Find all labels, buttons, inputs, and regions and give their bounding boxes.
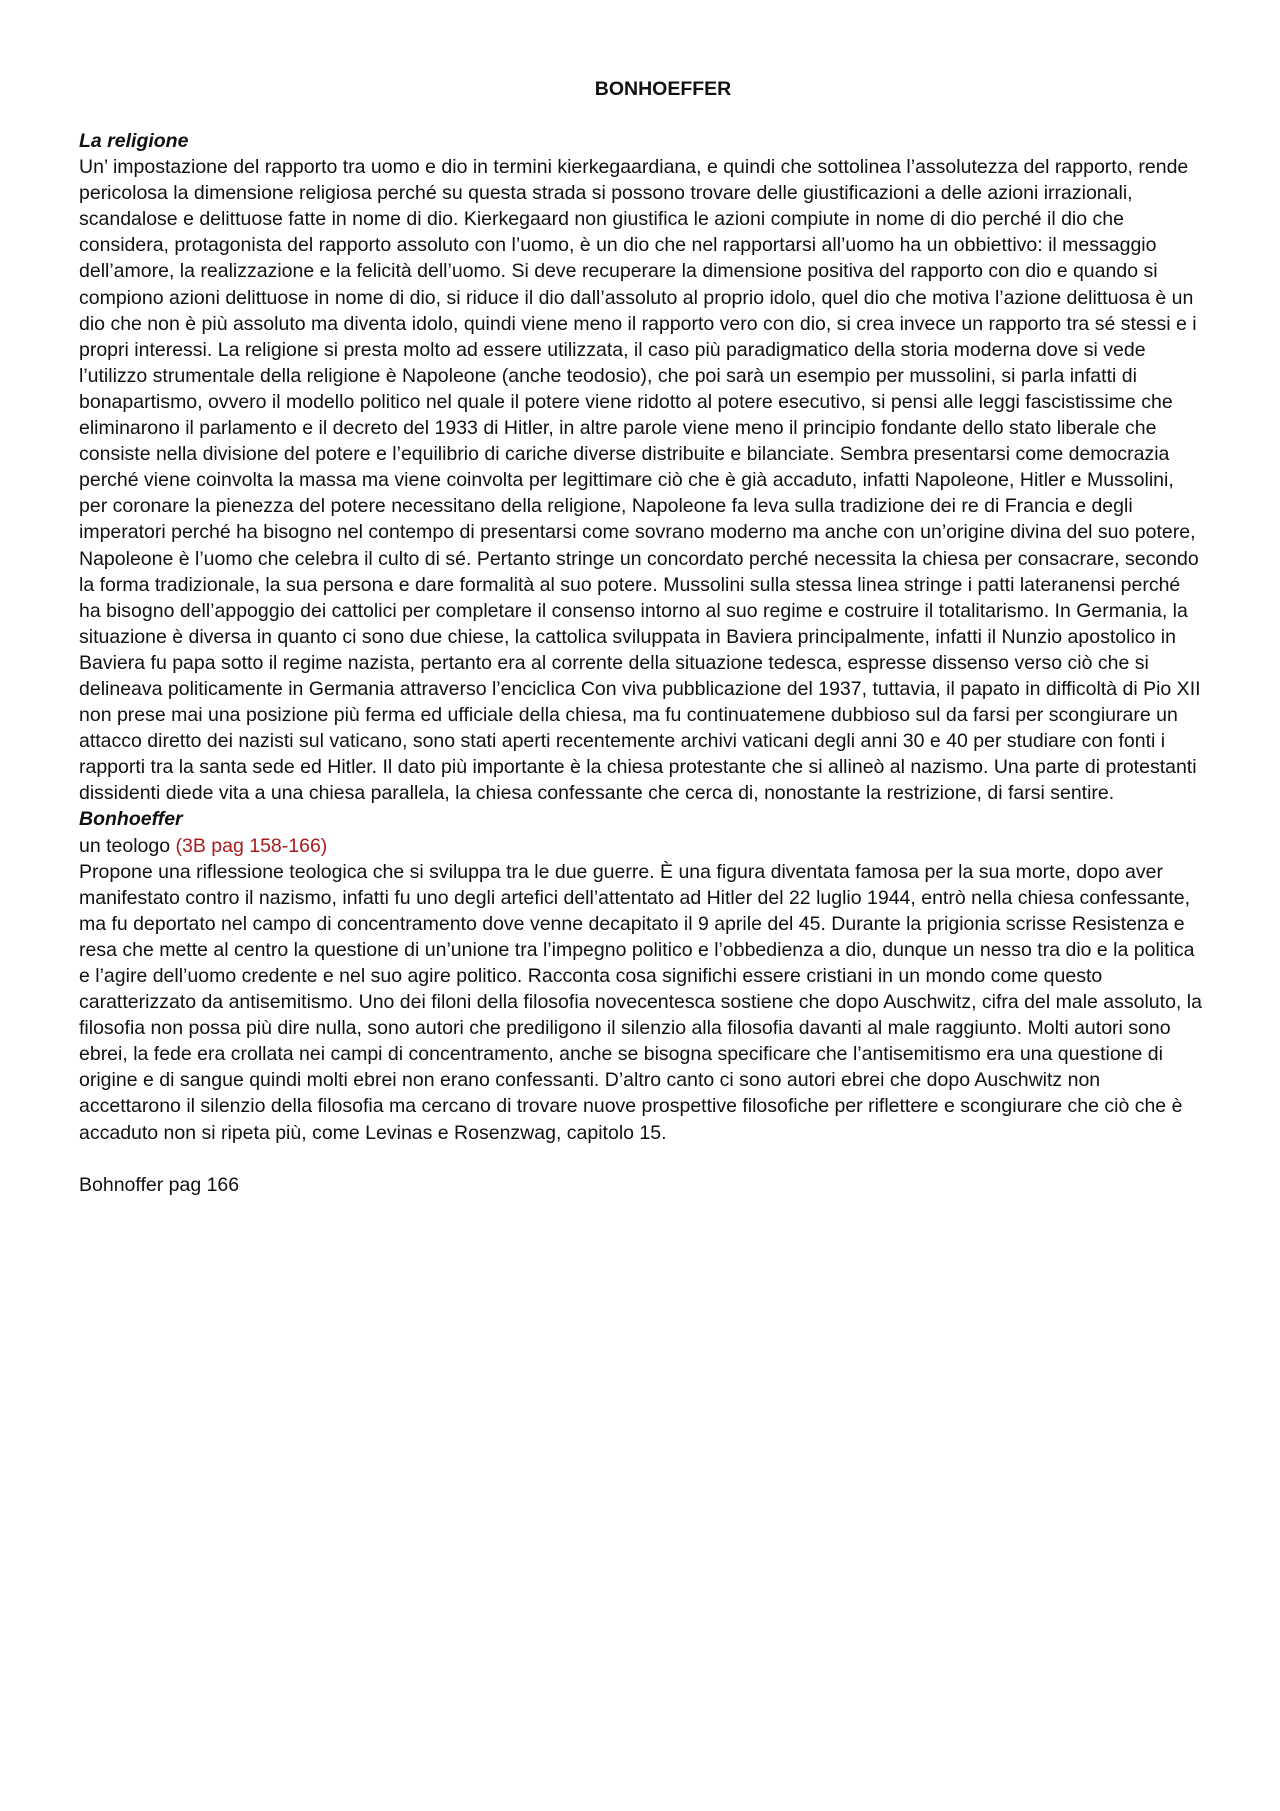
footer-note: Bohnoffer pag 166	[79, 1173, 240, 1196]
document-title: BONHOEFFER	[594, 78, 732, 100]
section-heading-bonhoeffer: Bonhoeffer	[79, 808, 183, 831]
section-intro-bonhoeffer	[79, 833, 1207, 859]
section-heading-religione: La religione	[79, 130, 189, 152]
intro-text: un teologo	[79, 834, 176, 857]
document-page	[79, 76, 1207, 1198]
section-body-religione: Un’ impostazione del rapporto tra uomo e dio in termini kierkegaardiana, e quindi che sottolinea l’assolutezza del rapporto, rende pericolosa la dimensione religiosa perché su questa strada si possono trovare delle giustificazioni a delle azioni irrazionali, scandalose e delittuose fatte in nome di dio. Kierkegaard non giustifica le azioni compiute in nome di dio perché il dio che considera, protagonista del rapporto assoluto con l’uomo, è un dio che nel rapportarsi all’uomo ha un obbiettivo: il messaggio dell’amore, la realizzazione e la felicità dell’uomo. Si deve recuperare la dimensione positiva del rapporto con dio e quando si compiono azioni delittuose in nome di dio, si riduce il dio dall’assoluto al proprio idolo, quel dio che motiva l’azione delittuosa è un dio che non è più assoluto ma diventa idolo, quindi viene meno il rapporto vero con dio, si crea invece un rapporto tra sé stessi e i propri interessi. La religione si presta molto ad essere utilizzata, il caso più paradigmatico della storia moderna dove si vede l’utilizzo strumentale della religione è Napoleone (anche teodosio), che poi sarà un esempio per mussolini, si parla infatti di bonapartismo, ovvero il modello politico nel quale il potere viene ridotto al potere esecutivo, si pensi alle leggi fascistissime che eliminarono il parlamento e il decreto del 1933 di Hitler, in altre parole viene meno il principio fondante dello stato liberale che consiste nella divisione del potere e l’equilibrio di cariche diverse distribuite e bilanciate. Sembra presentarsi come democrazia perché viene coinvolta la massa ma viene coinvolta per legittimare ciò che è già accaduto, infatti Napoleone, Hitler e Mussolini, per coronare la pienezza del potere necessitano della religione, Napoleone fa leva sulla tradizione dei re di Francia e degli imperatori perché ha bisogno nel contempo di presentarsi come sovrano moderno ma anche con un’origine divina del suo potere, Napoleone è l’uomo che celebra il culto di sé. Pertanto stringe un concordato perché necessita la chiesa per consacrare, secondo la forma tradizionale, la sua persona e dare formalità al suo potere. Mussolini sulla stessa linea stringe i patti lateranensi perché ha bisogno dell’appoggio dei cattolici per completare il consenso intorno al suo regime e costruire il totalitarismo. In Germania, la situazione è diversa in quanto ci sono due chiese, la cattolica sviluppata in Baviera principalmente, infatti il Nunzio apostolico in Baviera fu papa sotto il regime nazista, pertanto era al corrente della situazione tedesca, espresse dissenso verso ciò che si delineava politicamente in Germania attraverso l’enciclica Con viva pubblicazione del 1937, tuttavia, il papato in difficoltà di Pio XII non prese mai una posizione più ferma ed ufficiale della chiesa, ma fu continuatemene dubbioso sul da farsi per scongiurare un attacco diretto dei nazisti sul vaticano, sono stati aperti recentemente archivi vaticani degli anni 30 e 40 per studiare con fonti i rapporti tra la santa sede ed Hitler. Il dato più importante è la chiesa protestante che si allineò al nazismo. Una parte di protestanti dissidenti diede vita a una chiesa parallela, la chiesa confessante che cerca di, nonostante la restrizione, di farsi sentire.	[79, 156, 1201, 805]
section-body-bonhoeffer: Propone una riflessione teologica che si sviluppa tra le due guerre. È una figura diventata famosa per la sua morte, dopo aver manifestato contro il nazismo, infatti fu uno degli artefici dell’attentato ad Hitler del 22 luglio 1944, entrò nella chiesa confessante, ma fu deportato nel campo di concentramento dove venne decapitato il 9 aprile del 45. Durante la prigionia scrisse Resistenza e resa che mette al centro la questione di un’unione tra l’impegno politico e l’obbedienza a dio, dunque un nesso tra dio e la politica e l’agire dell’uomo credente e nel suo agire politico. Racconta cosa significhi essere cristiani in un mondo come questo caratterizzato da antisemitismo. Uno dei filoni della filosofia novecentesca sostiene che dopo Auschwitz, cifra del male assoluto, la filosofia non possa più dire nulla, sono autori che prediligono il silenzio alla filosofia davanti al male raggiunto. Molti autori sono ebrei, la fede era crollata nei campi di concentramento, anche se bisogna specificare che l’antisemitismo era una questione di origine e di sangue quindi molti ebrei non erano confessanti. D’altro canto ci sono autori ebrei che dopo Auschwitz non accettarono il silenzio della filosofia ma cercano di trovare nuove prospettive filosofiche per riflettere e scongiurare che ciò che è accaduto non si ripeta più, come Levinas e Rosenzwag, capitolo 15.	[79, 860, 1202, 1144]
page-reference: (3B pag 158-166)	[175, 834, 328, 857]
